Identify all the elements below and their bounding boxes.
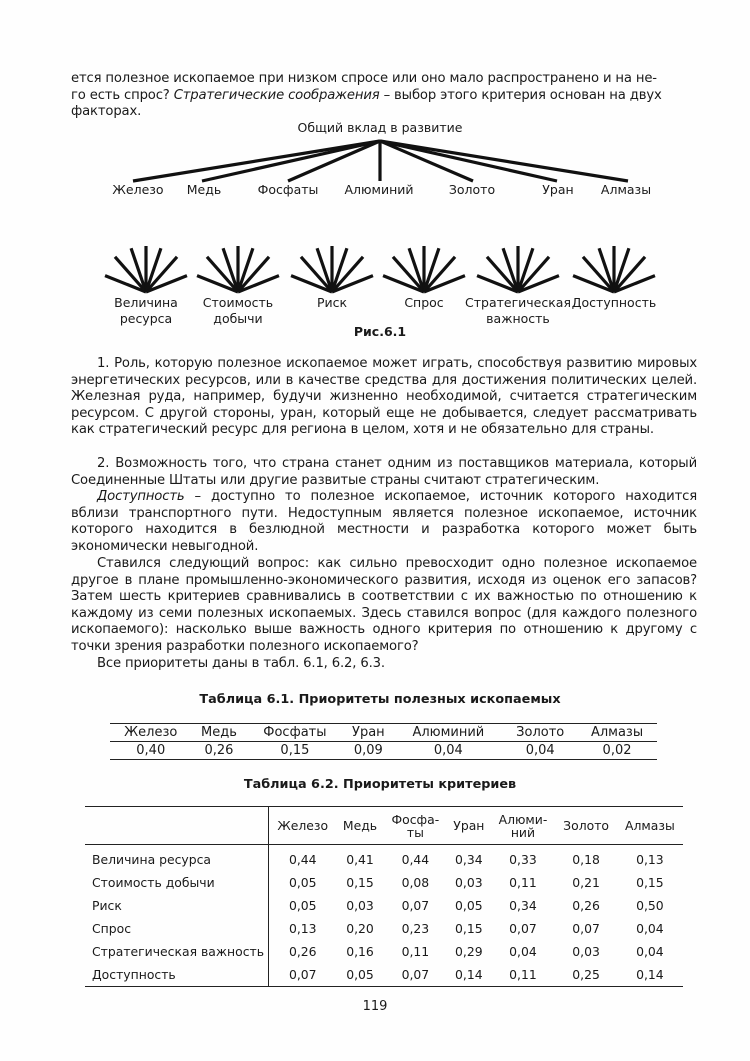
root-label: Общий вклад в развитие	[297, 120, 463, 135]
table-header-row	[85, 807, 683, 845]
criterion-fan-icon	[383, 246, 465, 292]
intro-text: – выбор этого критерия основан на двух	[379, 87, 662, 103]
priority-value-cell: 0,15	[636, 875, 664, 890]
table-row	[85, 940, 683, 963]
hierarchy-diagram	[0, 0, 750, 340]
criterion-label-line: Риск	[316, 295, 348, 310]
criterion-cell: Стратегическая важность	[85, 940, 269, 963]
criterion-fan-icon	[573, 246, 655, 292]
paragraph-3	[71, 489, 697, 555]
priority-value-cell: 0,03	[346, 898, 374, 913]
table-row	[85, 917, 683, 940]
priority-value-cell: 0,14	[455, 967, 483, 982]
mineral-label: Медь	[186, 182, 222, 197]
criterion-label-line: Спрос	[404, 295, 444, 310]
priority-value-cell: 0,13	[288, 921, 317, 936]
paragraph-4: Ставился следующий вопрос: как сильно превосходит одно полезное ископаемое другое в плане промышленно-экономического развития, исходя из оценок его запасов? Затем шесть критериев сравнивались в соответствии с их важностью по отношению к каждому из семи полезных ископаемых. Здесь ставился вопрос (для каждого полезного ископаемого): насколько выше важность одного критерия по отношению к другому с точки зрения разработки полезного ископаемого?	[71, 556, 697, 654]
priority-value-cell: 0,07	[401, 898, 430, 913]
mineral-label: Алмазы	[600, 182, 652, 197]
priority-value-cell: 0,11	[509, 967, 537, 982]
priority-value-cell: 0,26	[204, 742, 234, 758]
table-6-2-title: Таблица 6.2. Приоритеты критериев	[243, 777, 517, 792]
mineral-header-cell: Алюминий	[393, 724, 503, 742]
priority-value-cell: 0,03	[572, 944, 600, 959]
priority-value-cell: 0,40	[136, 742, 166, 758]
criterion-cell: Риск	[85, 894, 269, 917]
priority-value-cell: 0,21	[572, 875, 600, 890]
mineral-header-cell: Алмазы	[577, 724, 657, 742]
table-6-1-title: Таблица 6.1. Приоритеты полезных ископаемых	[199, 692, 561, 707]
priority-value-cell: 0,34	[455, 852, 483, 867]
mineral-label: Железо	[112, 182, 164, 197]
mineral-header-cell: Золото	[555, 807, 616, 845]
header-corner-cell	[85, 807, 269, 845]
italic-term: Доступность	[97, 489, 185, 504]
priority-value-cell: 0,44	[288, 852, 317, 867]
intro-line-3: факторах.	[71, 104, 142, 120]
paragraph-1: 1. Роль, которую полезное ископаемое может играть, способствуя развитию мировых энергетических ресурсов, или в качестве средства для достижения политических целей. Железная руда, например, будучи жизненно необходимой, считается стратегическим ресурсом. С другой стороны, уран, который еще не добывается, следует рассматривать как стратегический ресурс для региона в целом, хотя и не обязательно для страны.	[71, 356, 697, 438]
criterion-fan-icon	[197, 246, 279, 292]
branch-line	[380, 141, 628, 181]
priority-value-cell: 0,07	[572, 921, 600, 936]
priority-value-cell: 0,26	[572, 898, 600, 913]
priority-value-cell: 0,50	[636, 898, 664, 913]
priority-value-cell: 0,07	[288, 967, 317, 982]
criterion-label-line: Величина	[114, 295, 178, 310]
priority-value-cell: 0,26	[288, 944, 317, 959]
paragraph-5: Все приоритеты даны в табл. 6.1, 6.2, 6.3.	[97, 656, 385, 671]
branch-line	[380, 141, 557, 181]
criterion-label-line: Доступность	[571, 295, 657, 310]
criterion-fan-icon	[105, 246, 187, 292]
mineral-header-cell: Алмазы	[617, 807, 683, 845]
priority-value-cell: 0,15	[455, 921, 483, 936]
table-row	[85, 894, 683, 917]
paragraph-3-text: – доступно то полезное ископаемое, источник которого находится вблизи транспортного пути. Недоступным является полезное ископаемое, источник которого находится в безлюдной местности и разработка которого может быть экономически невыгодной.	[71, 489, 697, 554]
priority-value-cell: 0,15	[280, 742, 310, 758]
priority-value-cell: 0,18	[572, 852, 600, 867]
priority-value-cell: 0,23	[401, 921, 430, 936]
mineral-header-cell: Уран	[447, 807, 490, 845]
priority-value-cell: 0,20	[346, 921, 374, 936]
criterion-label-line: Стратегическая	[465, 295, 571, 310]
priority-value-cell: 0,08	[401, 875, 430, 890]
table-value-row	[110, 742, 657, 760]
criterion-fan-icon	[291, 246, 373, 292]
priority-value-cell: 0,03	[455, 875, 483, 890]
priority-value-cell: 0,05	[346, 967, 374, 982]
table-header-row	[110, 724, 657, 742]
criterion-label-line: добычи	[213, 310, 263, 326]
intro-text: го есть спрос?	[71, 87, 174, 103]
mineral-header-cell: Фосфаты	[246, 724, 343, 742]
criterion-label	[559, 295, 669, 311]
priority-value-cell: 0,04	[636, 944, 664, 959]
criterion-fan-icon	[477, 246, 559, 292]
priority-value-cell: 0,29	[455, 944, 483, 959]
priority-value-cell: 0,16	[346, 944, 374, 959]
paragraph-2: 2. Возможность того, что страна станет одним из поставщиков материала, который Соединенные Штаты или другие развитые страны считают стратегическим.	[71, 456, 697, 488]
criterion-label-line: важность	[486, 310, 550, 326]
criterion-cell: Стоимость добычи	[85, 871, 269, 894]
priority-value-cell: 0,41	[346, 852, 374, 867]
mineral-header-cell: Медь	[336, 807, 383, 845]
priority-value-cell: 0,05	[288, 875, 317, 890]
priority-value-cell: 0,44	[401, 852, 430, 867]
priority-value-cell: 0,02	[602, 742, 632, 758]
priority-value-cell: 0,34	[509, 898, 537, 913]
mineral-label: Алюминий	[344, 182, 414, 197]
intro-line-1: ется полезное ископаемое при низком спросе или оно мало распространено и на не-	[71, 71, 657, 86]
priority-value-cell: 0,05	[288, 898, 317, 913]
priority-value-cell: 0,14	[636, 967, 664, 982]
mineral-header-cell: Железо	[269, 807, 337, 845]
priority-value-cell: 0,09	[353, 742, 383, 758]
mineral-label: Уран	[542, 182, 574, 197]
criterion-label-line: ресурса	[119, 310, 173, 326]
intro-italic-term: Стратегические соображения	[173, 87, 380, 103]
priority-value-cell: 0,04	[509, 944, 537, 959]
mineral-header-cell: Фосфа- ты	[384, 807, 448, 845]
mineral-label: Золото	[448, 182, 496, 197]
mineral-label: Фосфаты	[257, 182, 319, 197]
criterion-cell: Спрос	[85, 917, 269, 940]
priority-value-cell: 0,15	[346, 875, 374, 890]
table-6-2	[85, 806, 683, 987]
mineral-header-cell: Золото	[503, 724, 577, 742]
priority-value-cell: 0,33	[509, 852, 537, 867]
priority-value-cell: 0,05	[455, 898, 483, 913]
table-6-1	[110, 723, 657, 760]
mineral-header-cell: Алюми- ний	[490, 807, 555, 845]
mineral-header-cell: Железо	[110, 724, 192, 742]
priority-value-cell: 0,04	[433, 742, 463, 758]
priority-value-cell: 0,07	[509, 921, 537, 936]
table-row	[85, 871, 683, 894]
table-row	[85, 845, 683, 872]
priority-value-cell: 0,07	[401, 967, 430, 982]
criterion-cell: Доступность	[85, 963, 269, 987]
priority-value-cell: 0,11	[509, 875, 537, 890]
priority-value-cell: 0,13	[636, 852, 664, 867]
criterion-label	[463, 295, 573, 326]
mineral-header-cell: Уран	[343, 724, 393, 742]
branch-line	[133, 141, 380, 181]
table-row	[85, 963, 683, 987]
priority-value-cell: 0,11	[401, 944, 430, 959]
figure-caption: Рис.6.1	[353, 324, 407, 339]
priority-value-cell: 0,25	[572, 967, 600, 982]
priority-value-cell: 0,04	[525, 742, 555, 758]
branch-line	[202, 141, 380, 181]
priority-value-cell: 0,04	[636, 921, 664, 936]
page-number: 119	[362, 999, 388, 1014]
criterion-cell: Величина ресурса	[85, 845, 269, 872]
mineral-header-cell: Медь	[192, 724, 247, 742]
criterion-label-line: Стоимость	[202, 295, 274, 310]
